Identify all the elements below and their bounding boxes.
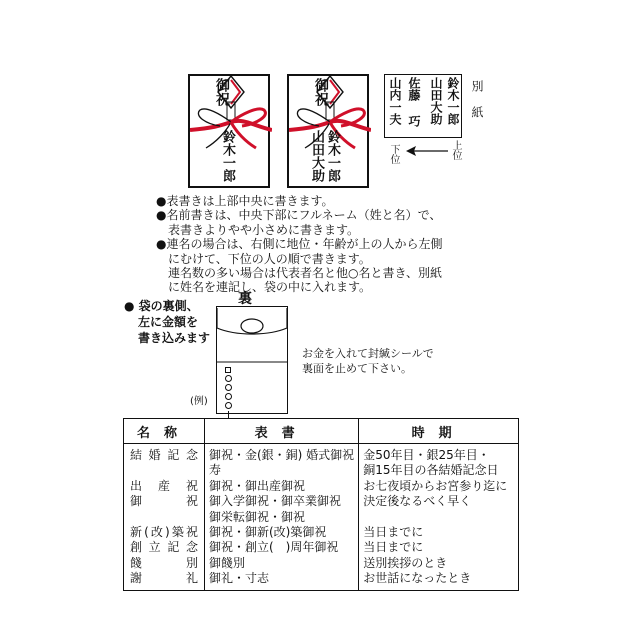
header-jiki: 時期 [359,419,519,444]
rank-arrow-icon [404,144,448,158]
slip-name-2: 山田大助 [429,77,443,125]
envelope-name-first: 鈴木一郎 [325,130,340,182]
cell-jiki: お世話になったとき [359,571,519,590]
header-omote: 表書 [205,419,359,444]
seal-note [302,346,434,376]
writing-notes [156,194,442,295]
table-header-row [124,419,519,444]
amount-circles [223,367,233,419]
cell-name: 餞別 [124,556,205,571]
envelope-single-name [188,74,270,188]
back-note-line: 書き込みます [138,331,211,345]
table-row [124,479,519,494]
note-line: にむけて、下位の人の順で書きます。 [156,251,371,266]
table-row [124,571,519,590]
envelope-name-second: 山田大助 [309,130,324,182]
occasion-table [123,418,519,591]
envelope-name: 鈴木一郎 [220,130,235,182]
slip-name-1: 鈴木一郎 [446,77,460,125]
cell-name: 謝礼 [124,571,205,590]
note-line: 連名数の多い場合は代表者名と他○名と書き、別紙 [156,266,442,281]
slip-name-3: 佐藤 巧 [407,77,421,127]
back-side-note [124,298,210,346]
table-row [124,494,519,525]
seal-note-line: お金を入れて封緘シールで [302,347,434,360]
note-line: 表書きよりやや小さめに書きます。 [156,222,360,237]
separate-sheet-label: 別紙 [470,80,484,132]
table-row [124,556,519,571]
cell-jiki: 金50年目・銀25年目・ 銅15年目の各結婚記念日 [359,444,519,479]
back-note-line: ● 袋の裏側、 [124,299,199,313]
cell-omote: 御祝・御新(改)築御祝 [205,525,359,540]
cell-name: 創立記念 [124,540,205,555]
seal-note-line: 裏面を止めて下さい。 [302,362,412,375]
cell-name: 結婚記念 [124,444,205,479]
envelope-joint-names [287,74,369,188]
cell-jiki: お七夜頃からお宮参り迄に [359,479,519,494]
cell-jiki: 当日までに [359,540,519,555]
cell-omote: 御入学御祝・御卒業御祝 御栄転御祝・御祝 [205,494,359,525]
cell-omote: 御祝・創立( )周年御祝 [205,540,359,555]
cell-omote: 御餞別 [205,556,359,571]
envelope-back-drawing [216,306,288,414]
note-line: ●名前書きは、中央下部にフルネーム（姓と名）で、 [156,208,442,223]
cell-jiki: 当日までに [359,525,519,540]
note-line: に姓名を連記し、袋の中に入れます。 [156,280,372,295]
cell-name: 出産祝 [124,479,205,494]
table-row [124,444,519,479]
header-name: 名称 [124,419,205,444]
table-row [124,540,519,555]
sample-name-slip [384,74,462,138]
envelope-title: 御祝 [313,78,329,106]
upper-rank-label: 上位 [450,140,461,160]
note-line: ●連名の場合は、右側に地位・年齢が上の人から左側 [156,237,443,252]
cell-omote: 御祝・金(銀・銅) 婚式御祝 寿 [205,444,359,479]
cell-omote: 御礼・寸志 [205,571,359,590]
back-note-line: 左に金額を [138,315,199,329]
table-row [124,525,519,540]
example-label: (例) [190,396,208,407]
lower-rank-label: 下位 [388,144,399,164]
cell-name: 新(改)築祝 [124,525,205,540]
cell-omote: 御祝・御出産御祝 [205,479,359,494]
cell-name: 御祝 [124,494,205,525]
cell-jiki: 決定後なるべく早く [359,494,519,525]
slip-name-4: 山内一夫 [388,77,402,125]
back-label: 裏 [238,291,252,307]
envelope-title: 御祝 [214,78,230,106]
note-line: ●表書きは上部中央に書きます。 [156,194,334,208]
cell-jiki: 送別挨拶のとき [359,556,519,571]
